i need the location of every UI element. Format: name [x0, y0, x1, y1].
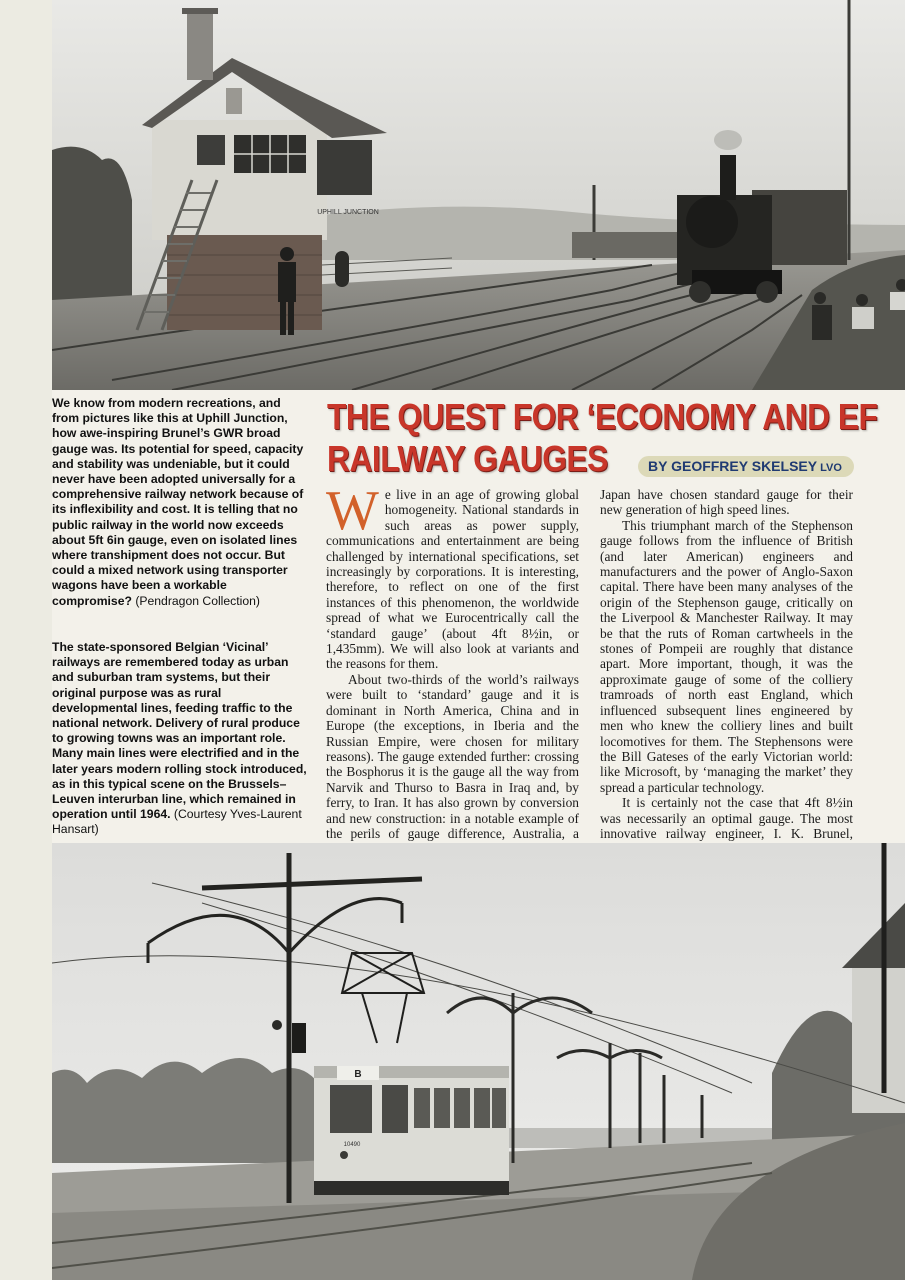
caption-uphill-junction-credit: (Pendragon Collection): [135, 593, 260, 608]
page-margin-strip: [0, 0, 52, 1280]
photo-uphill-junction: [52, 0, 905, 390]
tram-route-sign: B: [354, 1069, 362, 1080]
caption-belgian-vicinal-credit: (Courtesy Yves-Laurent Hansart): [52, 807, 302, 837]
photo-belgian-tram: [52, 843, 905, 1280]
paragraph-text: e live in an age of growing global homogeneity. National standards in such areas as power supply, communications and entertainment are being challenged by international specifications, set increasingly by corporations. It is interesting, therefore, to reflect on one of the first instances of this phenomenon, the worldwide spread of what we Eurocentrically call the ‘standard gauge’ (about 4ft 8½in, or 1,435mm). We will also look at variants and the reasons for them.: [326, 487, 579, 672]
article-paragraph: This triumphant march of the Stephenson gauge follows from the influence of British (and later American) engineers and manufacturers and the power of Anglo-Saxon capital. There have been many analyses of the origin of the Stephenson gauge, critically on the Liverpool & Manchester Railway. It may be that the ruts of Roman cartwheels in the stones of Pompeii are roughly that distance apart. More important, though, it was the approximate gauge of some of the colliery tramroads of north east England, which influenced subsequent lines engineered by men who knew the colliery lines and built locomotives for them. The Stephensons were the Bill Gateses of the early Victorian world: like Microsoft, by ‘managing the market’ they spread a particular technology.: [600, 517, 853, 795]
byline-author: BY GEOFFREY SKELSEY: [648, 458, 818, 474]
byline-suffix: LVO: [820, 462, 842, 474]
article-column-1: [326, 480, 579, 872]
headline-line-2: RAILWAY GAUGES: [327, 438, 608, 479]
article-paragraph: [326, 480, 579, 672]
article-paragraph: It is certainly not the case that 4ft 8½in was necessarily an optimal gauge. The most innovative railway engineer, I. K. Brunel,: [600, 795, 853, 841]
photo-belgian-tram-image: [52, 843, 905, 1280]
caption-uphill-junction-text: We know from modern recreations, and from pictures like this at Uphill Junction, how awe-inspiring Brunel’s GWR broad gauge was. Its potential for speed, capacity and stability was undeniable, but it could never have been adopted universally for a comprehensive railway network because of its inflexibility and cost. It is telling that no public railway in the world now exceeds about 5ft 6in gauge, even on isolated lines where transhipment does not occur. But could a mixed network using transporter wagons have been a workable compromise?: [52, 396, 304, 608]
article-column-2: [600, 487, 853, 857]
signal-box-sign: UPHILL JUNCTION: [317, 209, 379, 216]
caption-uphill-junction: [52, 396, 307, 609]
tram-number: 10490: [343, 1142, 361, 1148]
drop-cap: W: [326, 480, 379, 542]
photo-uphill-junction-image: [52, 0, 905, 390]
article-paragraph: Japan have chosen standard gauge for their new generation of high speed lines.: [600, 487, 853, 518]
caption-belgian-vicinal-text: The state-sponsored Belgian ‘Vicinal’ railways are remembered today as urban and suburban tram systems, but their original purpose was as rural developmental lines, feeding traffic to the national network. Delivery of rural produce to growing towns was an important role. Many main lines were electrified and in the later years modern rolling stock introduced, as in this typical scene on the Brussels–Leuven interurban line, which remained in operation until 1964.: [52, 640, 307, 822]
caption-belgian-vicinal: [52, 640, 307, 838]
vicinal-tram: [314, 1066, 509, 1195]
article-paragraph: About two-thirds of the world’s railways were built to ‘standard’ gauge and it is dominant in North America, China and in Europe (the exceptions, in Iberia and the Russian Empire, were chosen for military reasons). The gauge extended further: crossing the Bosphorus it is the gauge all the way from Narvik and Thurso to Basra in Iraq and, by ferry, to Iran. It has also grown by conversion and new construction: in a notable example of the perils of gauge difference, Australia, a: [326, 671, 579, 841]
byline: [638, 456, 854, 477]
headline-line-1: THE QUEST FOR ‘ECONOMY AND EF: [327, 396, 878, 437]
